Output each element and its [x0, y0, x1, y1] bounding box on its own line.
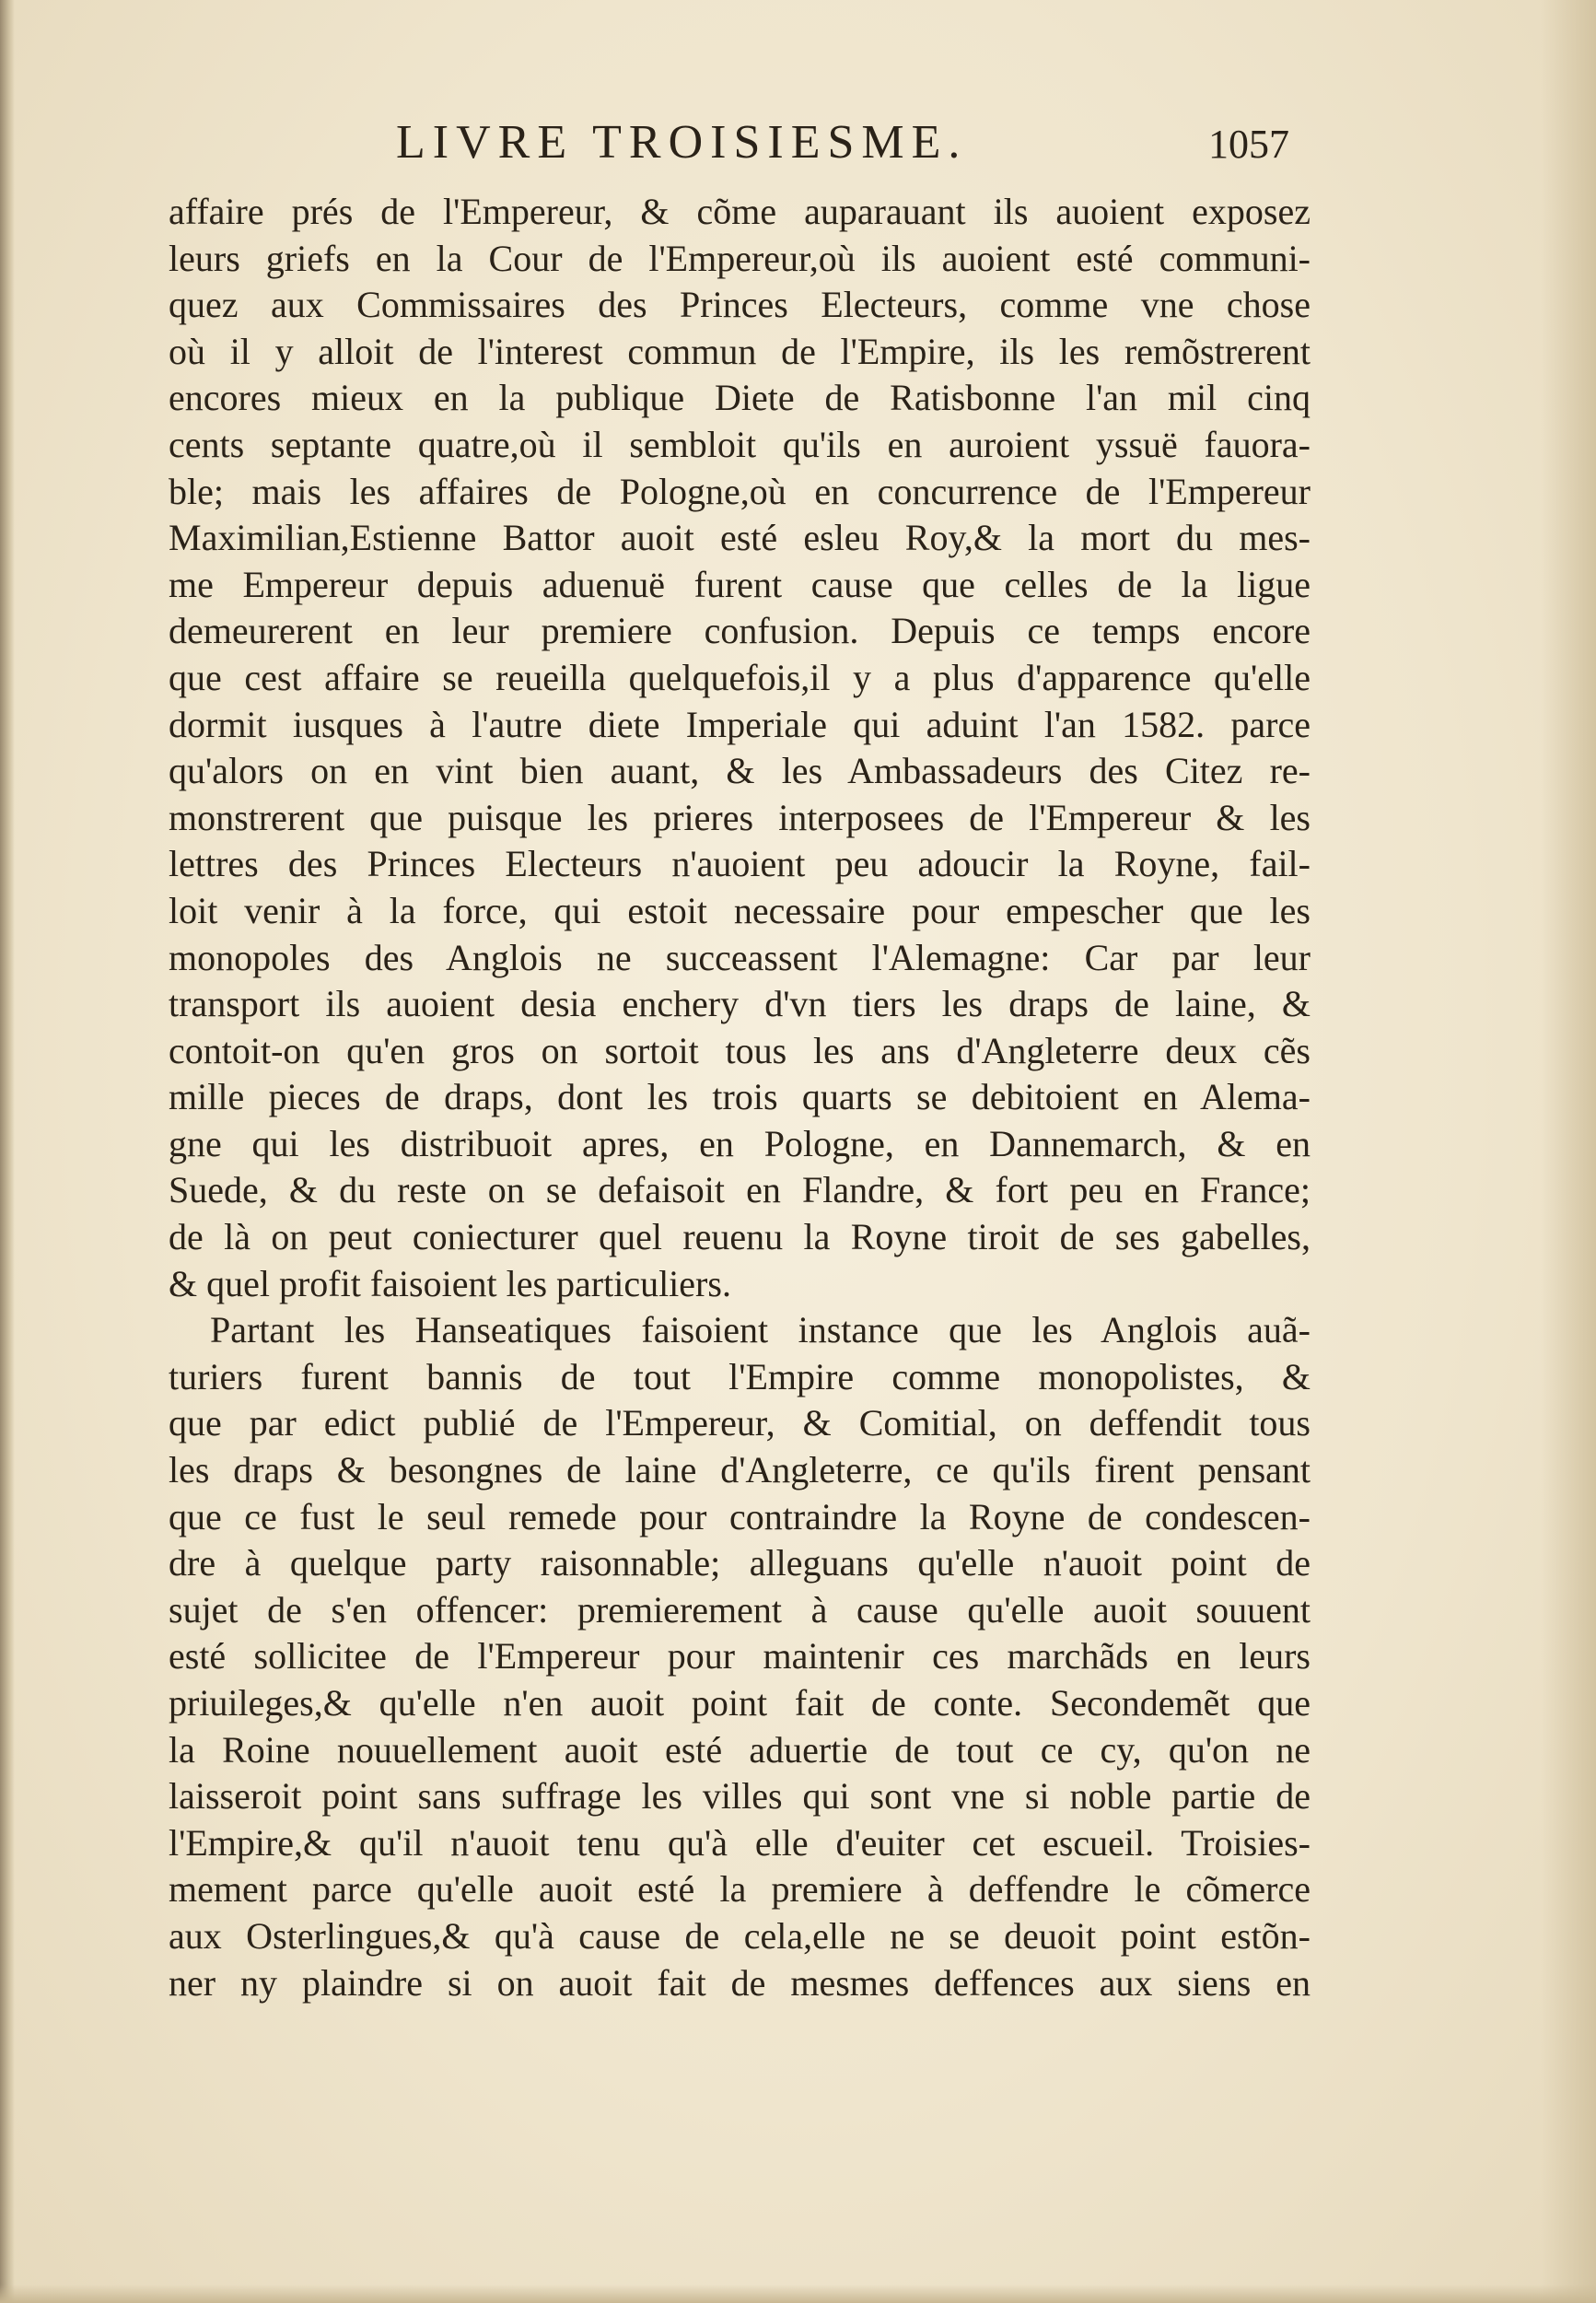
text-line: & quel profit faisoient les particuliers. — [169, 1262, 731, 1304]
text-line: aux Osterlingues,& qu'à cause de cela,elle ne se deuoit point estõn- — [169, 1914, 1311, 1957]
body-text — [169, 189, 1311, 2006]
text-line: ble; mais les affaires de Pologne,où en concurrence de l'Empereur — [169, 470, 1311, 512]
text-line: que par edict publié de l'Empereur, & Comitial, on deffendit tous — [169, 1402, 1311, 1444]
text-line: gne qui les distribuoit apres, en Pologne, en Dannemarch, & en — [169, 1122, 1311, 1164]
text-line: monopoles des Anglois ne succeassent l'Alemagne: Car par leur — [169, 936, 1311, 978]
text-line: qu'alors on en vint bien auant, & les Ambassadeurs des Citez re- — [169, 750, 1311, 792]
page-edge-shadow — [1541, 0, 1596, 2303]
page-number: 1057 — [1208, 122, 1289, 167]
text-line: affaire prés de l'Empereur, & cõme auparauant ils auoient exposez — [169, 191, 1311, 232]
text-line: contoit-on qu'en gros on sortoit tous les ans d'Angleterre deux cẽs — [169, 1029, 1311, 1071]
text-line: les draps & besongnes de laine d'Angleterre, ce qu'ils firent pensant — [169, 1449, 1311, 1491]
text-line: où il y alloit de l'interest commun de l'Empire, ils les remõstrerent — [169, 330, 1311, 372]
text-line: priuileges,& qu'elle n'en auoit point fait de conte. Secondemẽt que — [169, 1682, 1311, 1724]
text-line: la Roine nouuellement auoit esté aduertie de tout ce cy, qu'on ne — [169, 1728, 1311, 1771]
text-line: demeurerent en leur premiere confusion. Depuis ce temps encore — [169, 610, 1311, 652]
text-line: turiers furent bannis de tout l'Empire comme monopolistes, & — [169, 1355, 1311, 1397]
text-line: leurs griefs en la Cour de l'Empereur,où ils auoient esté communi- — [169, 237, 1311, 279]
text-line: transport ils auoient desia enchery d'vn tiers les draps de laine, & — [169, 983, 1311, 1025]
text-line: mement parce qu'elle auoit esté la premiere à deffendre le cõmerce — [169, 1868, 1311, 1911]
text-line: cents septante quatre,où il sembloit qu'ils en auroient yssuë fauora- — [169, 423, 1311, 465]
text-line: mille pieces de draps, dont les trois quarts se debitoient en Alema- — [169, 1076, 1311, 1118]
text-line: dormit iusques à l'autre diete Imperiale qui aduint l'an 1582. parce — [169, 703, 1311, 745]
page-bottom-shadow — [0, 2285, 1596, 2303]
text-line: que cest affaire se reueilla quelquefois,il y a plus d'apparence qu'elle — [169, 656, 1311, 698]
text-line: Suede, & du reste on se defaisoit en Flandre, & fort peu en France; — [169, 1169, 1311, 1211]
text-line: esté sollicitee de l'Empereur pour maintenir ces marchãds en leurs — [169, 1635, 1311, 1678]
text-line: me Empereur depuis aduenuë furent cause que celles de la ligue — [169, 563, 1311, 605]
text-line: Maximilian,Estienne Battor auoit esté esleu Roy,& la mort du mes- — [169, 517, 1311, 559]
running-title: LIVRE TROISIESME. — [396, 116, 968, 169]
text-line: que ce fust le seul remede pour contraindre la Royne de condescen- — [169, 1495, 1311, 1537]
text-line: laisseroit point sans suffrage les villes qui sont vne si noble partie de — [169, 1775, 1311, 1818]
text-line: monstrerent que puisque les prieres interposees de l'Empereur & les — [169, 796, 1311, 838]
text-line: de là on peut coniecturer quel reuenu la Royne tiroit de ses gabelles, — [169, 1216, 1311, 1258]
text-line: quez aux Commissaires des Princes Electeurs, comme vne chose — [169, 284, 1311, 326]
text-line: l'Empire,& qu'il n'auoit tenu qu'à elle d'euiter cet escueil. Troisies- — [169, 1821, 1311, 1864]
text-line: encores mieux en la publique Diete de Ratisbonne l'an mil cinq — [169, 377, 1311, 419]
text-line: ner ny plaindre si on auoit fait de mesmes deffences aux siens en — [169, 1961, 1311, 2004]
page-gutter-shadow — [0, 0, 15, 2303]
text-line: sujet de s'en offencer: premierement à cause qu'elle auoit souuent — [169, 1588, 1311, 1631]
page-header — [166, 115, 1289, 170]
text-line: dre à quelque party raisonnable; alleguans qu'elle n'auoit point de — [169, 1542, 1311, 1584]
text-line: loit venir à la force, qui estoit necessaire pour empescher que les — [169, 889, 1311, 931]
text-line: lettres des Princes Electeurs n'auoient peu adoucir la Royne, fail- — [169, 843, 1311, 885]
text-line: Partant les Hanseatiques faisoient instance que les Anglois auã- — [210, 1309, 1311, 1351]
